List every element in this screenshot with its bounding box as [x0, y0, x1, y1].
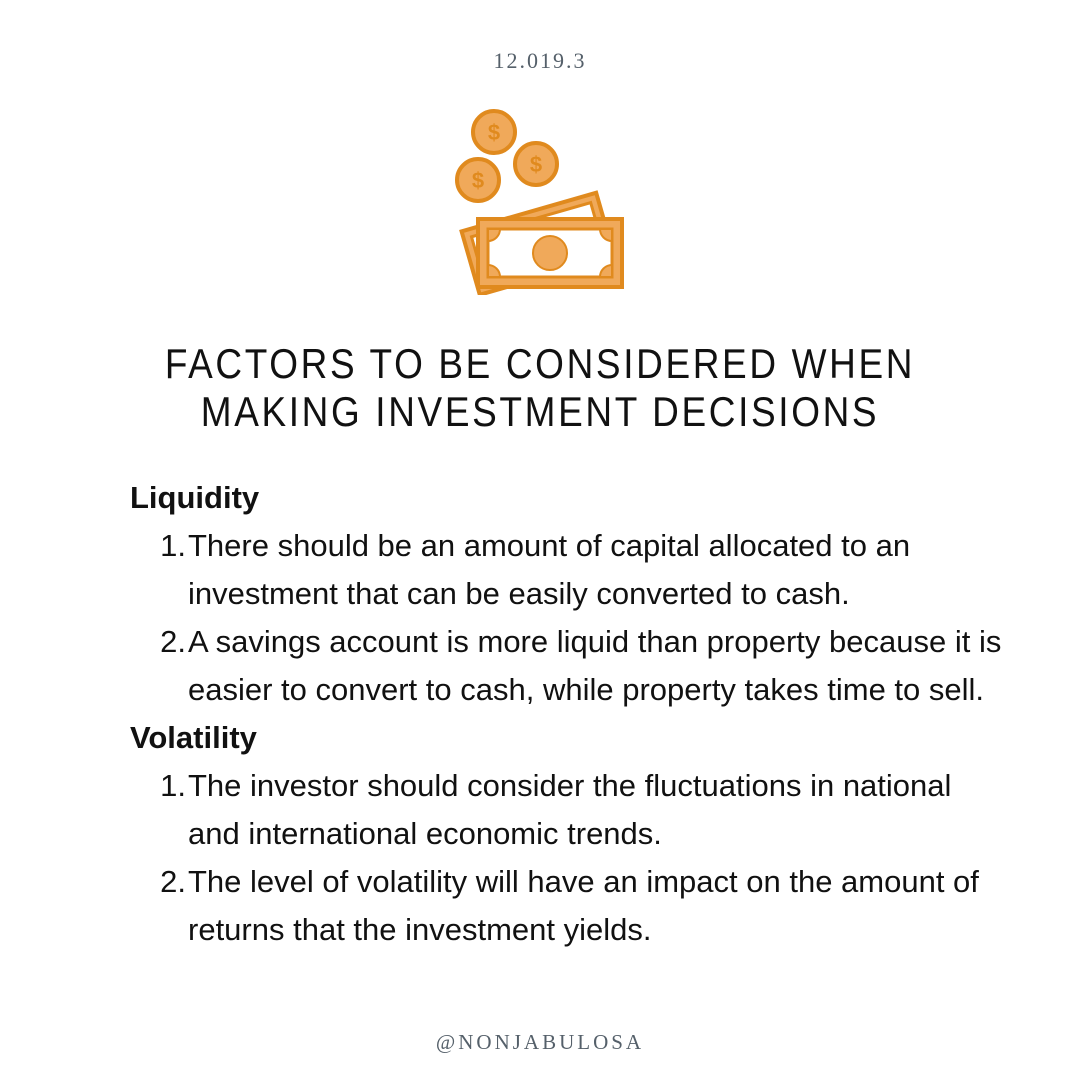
page-title [65, 340, 1015, 436]
svg-text:$: $ [471, 168, 485, 193]
list-item [130, 618, 1010, 714]
money-coins-cash-icon [450, 105, 630, 295]
author-handle: @NONJABULOSA [435, 1030, 645, 1054]
item-number: 1. [160, 528, 186, 563]
section-volatility [130, 714, 1010, 954]
section-heading: Liquidity [130, 480, 260, 515]
svg-text:$: $ [487, 120, 501, 145]
section-heading: Volatility [130, 720, 257, 755]
title-line-1: FACTORS TO BE CONSIDERED WHEN [164, 340, 916, 387]
list-item [130, 858, 1010, 954]
list-item [130, 762, 1010, 858]
item-text: A savings account is more liquid than property because it is easier to convert to cash, while property takes time to sell. [188, 624, 1002, 707]
title-line-2: MAKING INVESTMENT DECISIONS [200, 388, 880, 435]
item-number: 2. [160, 624, 186, 659]
item-text: There should be an amount of capital allocated to an investment that can be easily converted to cash. [188, 528, 911, 611]
date-label: 12.019.3 [493, 48, 587, 73]
section-liquidity [130, 474, 1010, 714]
content-body [130, 474, 1010, 954]
item-number: 2. [160, 864, 186, 899]
item-text: The investor should consider the fluctuations in national and international economic trends. [188, 768, 952, 851]
item-number: 1. [160, 768, 186, 803]
svg-text:$: $ [529, 152, 543, 177]
item-text: The level of volatility will have an impact on the amount of returns that the investment yields. [188, 864, 979, 947]
list-item [130, 522, 1010, 618]
